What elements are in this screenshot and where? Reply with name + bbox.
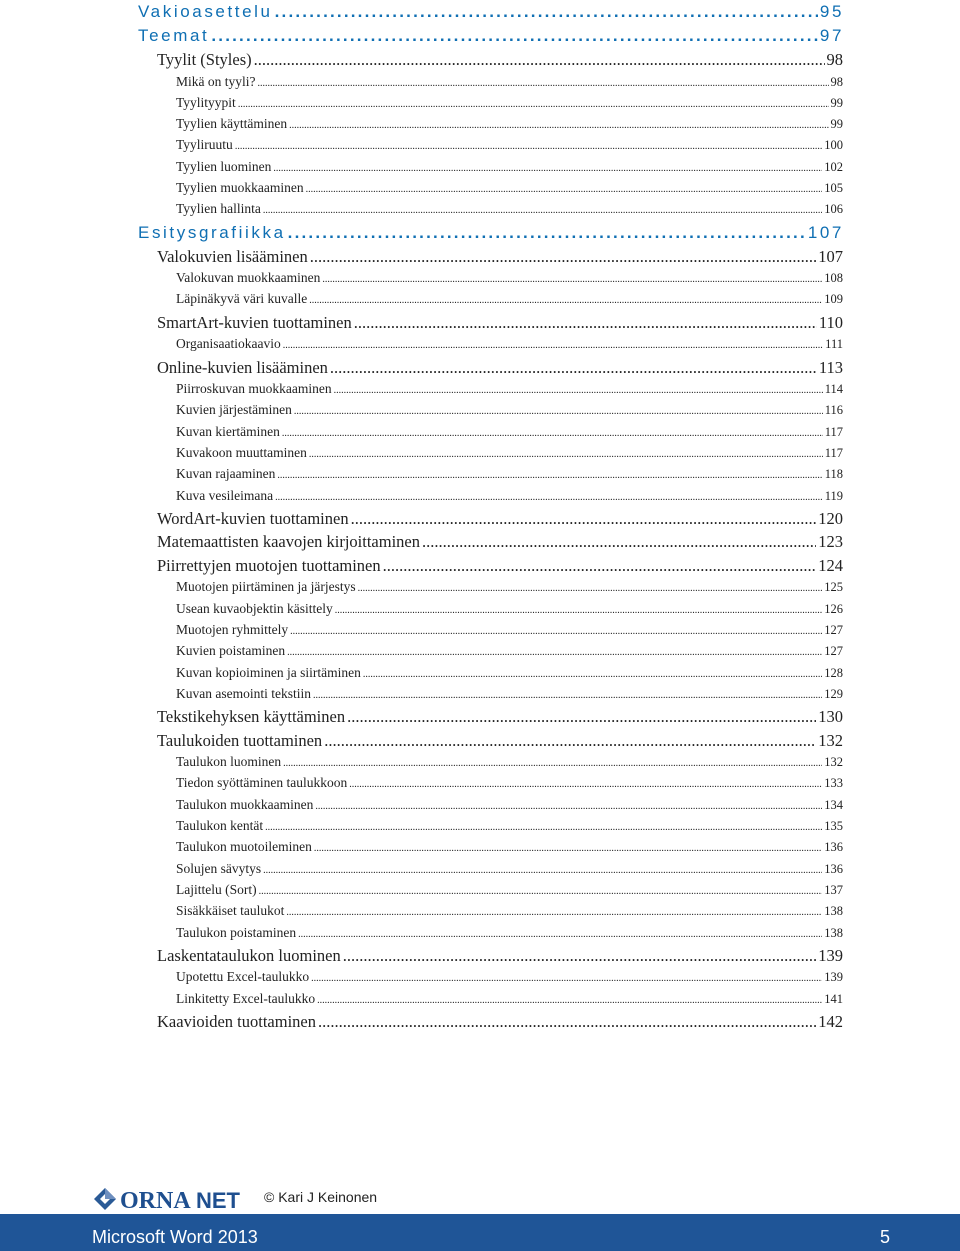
toc-entry-title: Valokuvien lisääminen: [157, 246, 308, 266]
toc-entry-page: 117: [824, 445, 843, 460]
toc-entry-title: SmartArt-kuvien tuottaminen: [157, 312, 352, 332]
toc-entry-page: 108: [824, 271, 843, 286]
toc-entry[interactable]: [157, 1012, 843, 1032]
ornanet-diamond-logo-icon: [92, 1184, 252, 1214]
toc-entry[interactable]: [176, 882, 843, 898]
toc-entry-page: 97: [819, 26, 844, 45]
toc-dot-leader: [343, 946, 817, 966]
toc-entry-page: 139: [818, 945, 843, 965]
toc-entry[interactable]: [176, 601, 843, 617]
toc-dot-leader: [314, 843, 822, 854]
toc-entry-page: 128: [824, 665, 843, 680]
toc-entry[interactable]: [176, 381, 843, 397]
toc-entry-title: Taulukon poistaminen: [176, 924, 297, 940]
toc-dot-leader: [238, 99, 829, 110]
toc-dot-leader: [263, 205, 822, 216]
toc-entry-page: 100: [824, 138, 843, 153]
toc-dot-leader: [235, 141, 822, 152]
toc-dot-leader: [263, 865, 822, 876]
toc-entry[interactable]: [176, 445, 843, 461]
toc-entry-page: 135: [824, 819, 843, 833]
toc-entry-page: 119: [824, 488, 843, 503]
ornanet-logo: [92, 1184, 252, 1214]
toc-entry-page: 98: [826, 50, 843, 69]
toc-entry[interactable]: [176, 402, 843, 418]
toc-dot-leader: [349, 779, 822, 790]
toc-entry-page: 118: [824, 467, 843, 482]
toc-dot-leader: [351, 509, 817, 529]
toc-dot-leader: [309, 295, 822, 306]
toc-entry-title: Sisäkkäiset taulukot: [176, 903, 285, 919]
toc-entry[interactable]: [138, 223, 844, 243]
toc-entry-title: Kuvien järjestäminen: [176, 402, 292, 418]
toc-entry-page: 105: [824, 181, 843, 195]
toc-dot-leader: [324, 731, 816, 751]
toc-dot-leader: [290, 626, 822, 637]
toc-dot-leader: [310, 247, 816, 267]
toc-dot-leader: [273, 163, 822, 174]
toc-entry-page: 99: [830, 117, 843, 132]
toc-dot-leader: [322, 274, 822, 285]
toc-entry[interactable]: [176, 818, 843, 834]
toc-entry[interactable]: [157, 509, 843, 529]
toc-entry-title: Valokuvan muokkaaminen: [176, 270, 321, 286]
toc-dot-leader: [330, 358, 817, 378]
toc-dot-leader: [275, 492, 823, 503]
toc-dot-leader: [306, 184, 823, 195]
toc-entry-title: Online-kuvien lisääminen: [157, 357, 328, 377]
toc-entry-page: 136: [824, 861, 843, 876]
toc-entry-page: 134: [824, 797, 843, 812]
toc-dot-leader: [317, 995, 822, 1006]
toc-entry[interactable]: [176, 686, 843, 702]
toc-entry-title: Mikä on tyyli?: [176, 73, 256, 89]
toc-entry[interactable]: [176, 466, 843, 482]
toc-entry-page: 142: [818, 1011, 843, 1031]
toc-dot-leader: [254, 50, 825, 70]
toc-entry-page: 106: [824, 202, 843, 217]
toc-entry[interactable]: [176, 116, 843, 132]
toc-entry-title: Usean kuvaobjektin käsittely: [176, 600, 333, 616]
footer-title: Microsoft Word 2013: [92, 1227, 258, 1247]
toc-entry-title: Piirroskuvan muokkaaminen: [176, 381, 332, 396]
toc-entry[interactable]: [176, 336, 843, 352]
toc-entry-title: Kuvan kopioiminen ja siirtäminen: [176, 664, 361, 680]
toc-entry[interactable]: [157, 313, 843, 333]
toc-entry-page: 129: [824, 686, 843, 701]
toc-entry[interactable]: [176, 488, 843, 504]
toc-entry-page: 132: [818, 730, 843, 750]
toc-entry-title: Kaavioiden tuottaminen: [157, 1011, 316, 1031]
toc-entry-page: 107: [818, 246, 843, 266]
toc-entry-page: 127: [824, 644, 843, 659]
toc-dot-leader: [363, 669, 822, 680]
toc-entry-page: 136: [824, 840, 843, 855]
toc-entry-title: Kuvan asemointi tekstiin: [176, 685, 311, 701]
toc-entry-title: Muotojen piirtäminen ja järjestys: [176, 579, 356, 595]
toc-entry[interactable]: [157, 358, 843, 378]
toc-entry-page: 111: [825, 337, 843, 352]
toc-entry-title: Esitysgrafiikka: [138, 222, 286, 242]
toc-entry[interactable]: [176, 159, 843, 175]
toc-entry-title: Taulukon luominen: [176, 754, 282, 770]
toc-dot-leader: [313, 690, 822, 701]
toc-dot-leader: [334, 385, 823, 396]
toc-entry-title: Tyylien luominen: [176, 158, 272, 174]
toc-entry-page: 132: [824, 755, 843, 770]
toc-entry-page: 117: [824, 424, 843, 439]
toc-dot-leader: [277, 470, 822, 481]
toc-entry-title: Tyylit (Styles): [157, 50, 252, 69]
toc-dot-leader: [318, 1012, 816, 1032]
toc-entry-page: 133: [824, 776, 843, 791]
toc-entry[interactable]: [138, 2, 844, 22]
toc-dot-leader: [383, 556, 817, 576]
toc-dot-leader: [309, 449, 823, 460]
toc-entry-page: 120: [818, 508, 843, 528]
toc-entry-title: Kuva vesileimana: [176, 487, 274, 503]
toc-entry[interactable]: [157, 946, 843, 966]
toc-entry[interactable]: [176, 969, 843, 985]
toc-dot-leader: [259, 886, 823, 897]
toc-entry[interactable]: [176, 137, 843, 153]
toc-entry-title: Kuvakoon muuttaminen: [176, 444, 307, 460]
toc-entry[interactable]: [176, 925, 843, 941]
logo-text-orna: ORNA: [120, 1188, 191, 1214]
toc-dot-leader: [294, 406, 823, 417]
toc-entry[interactable]: [176, 665, 843, 681]
toc-entry[interactable]: [176, 201, 843, 217]
toc-entry-title: Solujen sävytys: [176, 860, 262, 876]
toc-entry-title: Teemat: [138, 26, 210, 45]
toc-entry-page: 137: [824, 882, 843, 897]
toc-entry-title: Tyylien hallinta: [176, 201, 261, 217]
toc-dot-leader: [354, 313, 817, 333]
toc-entry[interactable]: [176, 95, 843, 111]
toc-entry[interactable]: [176, 754, 843, 770]
toc-entry-page: 138: [824, 904, 843, 919]
logo-text-net: NET: [196, 1188, 240, 1213]
toc-entry-title: Tiedon syöttäminen taulukkoon: [176, 775, 348, 791]
toc-entry[interactable]: [157, 247, 843, 267]
toc-dot-leader: [282, 428, 823, 439]
toc-entry-title: Vakioasettelu: [138, 2, 273, 21]
toc-dot-leader: [287, 647, 822, 658]
toc-entry-title: Taulukon muokkaaminen: [176, 796, 314, 812]
toc-entry[interactable]: [176, 579, 843, 595]
toc-entry-page: 130: [818, 707, 843, 727]
copyright-notice: © Kari J Keinonen: [264, 1189, 378, 1205]
toc-dot-leader: [265, 822, 822, 833]
toc-entry-title: Tekstikehyksen käyttäminen: [157, 707, 346, 727]
toc-entry-page: 139: [824, 970, 843, 985]
toc-entry-title: Kuvan rajaaminen: [176, 466, 276, 482]
toc-dot-leader: [335, 605, 823, 616]
toc-entry-page: 123: [818, 532, 843, 552]
footer-page-number: 5: [879, 1227, 890, 1247]
toc-entry[interactable]: [176, 74, 843, 90]
toc-entry-title: Taulukoiden tuottaminen: [157, 730, 323, 750]
toc-entry-title: Muotojen ryhmittely: [176, 621, 289, 637]
toc-entry-title: Organisaatiokaavio: [176, 336, 281, 352]
toc-entry[interactable]: [176, 643, 843, 659]
toc-dot-leader: [275, 2, 818, 22]
toc-entry-page: 125: [824, 580, 843, 595]
toc-entry-title: Upotettu Excel-taulukko: [176, 969, 310, 985]
toc-entry-page: 124: [818, 555, 843, 575]
toc-entry[interactable]: [176, 775, 843, 791]
toc-entry-page: 126: [824, 601, 843, 616]
toc-dot-leader: [283, 758, 822, 769]
toc-dot-leader: [347, 707, 816, 727]
toc-dot-leader: [258, 78, 829, 89]
toc-dot-leader: [211, 26, 818, 46]
toc-dot-leader: [315, 801, 822, 812]
toc-entry[interactable]: [176, 291, 843, 307]
toc-entry-title: Tyylien käyttäminen: [176, 116, 288, 132]
toc-entry-page: 98: [830, 74, 843, 89]
toc-entry-title: Kuvan kiertäminen: [176, 423, 280, 439]
toc-dot-leader: [422, 532, 816, 552]
toc-entry-title: Matemaattisten kaavojen kirjoittaminen: [157, 532, 421, 552]
toc-entry-page: 99: [830, 95, 843, 110]
toc-entry-title: Linkitetty Excel-taulukko: [176, 990, 316, 1006]
toc-entry[interactable]: [157, 707, 843, 727]
toc-entry-title: Piirrettyjen muotojen tuottaminen: [157, 555, 381, 575]
toc-entry-title: Taulukon kentät: [176, 818, 264, 833]
toc-entry[interactable]: [176, 861, 843, 877]
page-footer: [0, 1214, 960, 1251]
toc-entry[interactable]: [176, 180, 843, 196]
toc-entry[interactable]: [176, 903, 843, 919]
toc-entry-title: Taulukon muotoileminen: [176, 839, 312, 855]
toc-entry[interactable]: [157, 731, 843, 751]
toc-entry[interactable]: [176, 424, 843, 440]
toc-dot-leader: [286, 907, 822, 918]
toc-entry-page: 102: [824, 159, 843, 174]
toc-entry-page: 113: [818, 357, 843, 377]
toc-entry[interactable]: [157, 532, 843, 552]
toc-dot-leader: [298, 929, 822, 940]
toc-entry-page: 107: [807, 222, 844, 242]
toc-dot-leader: [289, 120, 828, 131]
toc-entry[interactable]: [176, 839, 843, 855]
toc-entry[interactable]: [138, 26, 844, 46]
toc-entry-page: 109: [824, 292, 843, 307]
toc-entry[interactable]: [176, 991, 843, 1007]
toc-entry-page: 110: [818, 312, 843, 332]
toc-entry-title: Tyylien muokkaaminen: [176, 180, 304, 195]
toc-dot-leader: [288, 223, 806, 243]
toc-entry-page: 114: [824, 382, 843, 396]
toc-dot-leader: [358, 583, 823, 594]
toc-entry-page: 116: [824, 403, 843, 418]
toc-dot-leader: [311, 973, 822, 984]
toc-entry[interactable]: [157, 50, 843, 70]
toc-entry[interactable]: [176, 270, 843, 286]
toc-entry-title: Tyyliruutu: [176, 137, 233, 153]
toc-entry-title: Kuvien poistaminen: [176, 643, 286, 659]
toc-entry-page: 127: [824, 622, 843, 637]
toc-entry-title: WordArt-kuvien tuottaminen: [157, 508, 349, 528]
toc-entry-title: Lajittelu (Sort): [176, 881, 257, 897]
toc-entry-page: 141: [824, 991, 843, 1006]
toc-entry[interactable]: [176, 622, 843, 638]
toc-entry-page: 138: [824, 925, 843, 940]
toc-dot-leader: [283, 340, 823, 351]
toc-entry-title: Läpinäkyvä väri kuvalle: [176, 291, 308, 307]
toc-entry-title: Laskentataulukon luominen: [157, 945, 341, 965]
toc-entry[interactable]: [157, 556, 843, 576]
toc-entry[interactable]: [176, 797, 843, 813]
toc-entry-page: 95: [819, 2, 844, 21]
toc-entry-title: Tyylityypit: [176, 94, 236, 110]
